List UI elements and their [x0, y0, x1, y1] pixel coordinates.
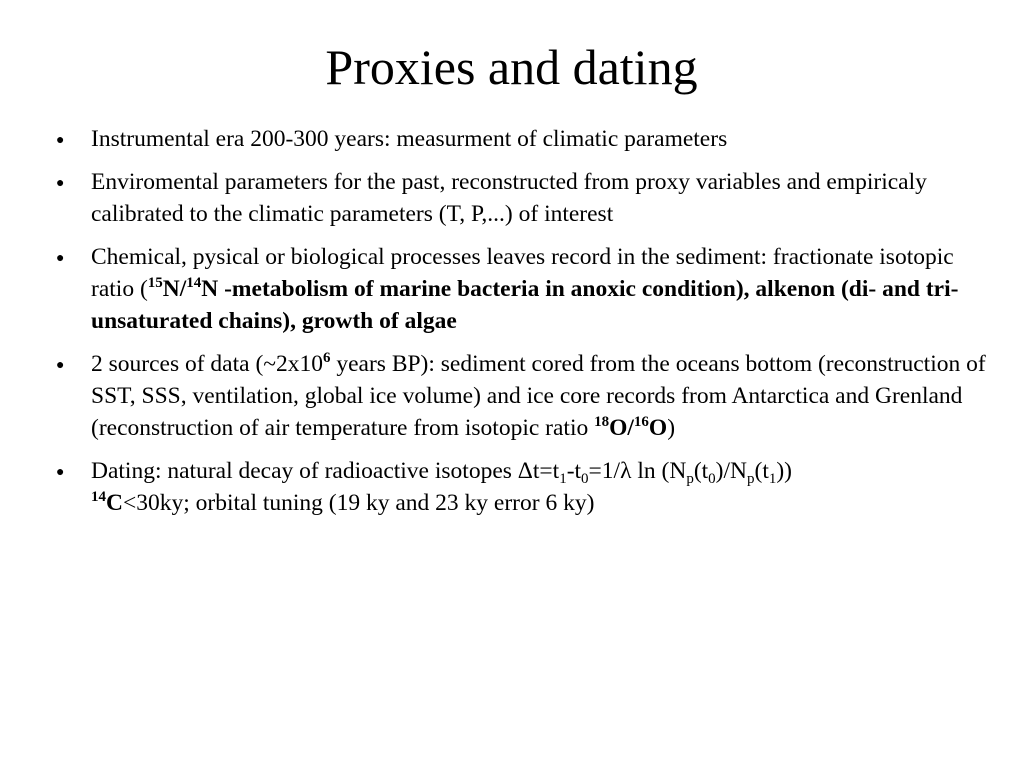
isotope-superscript: 14	[91, 489, 106, 505]
bullet-item	[56, 348, 986, 444]
bullet-text: <30ky; orbital tuning (19 ky and 23 ky error 6 ky)	[122, 490, 595, 516]
bullet-list	[56, 123, 986, 519]
exponent-superscript: 6	[322, 350, 331, 366]
bullet-dot-icon: ●	[56, 465, 65, 480]
slide-title: Proxies and dating	[325, 39, 698, 95]
subscript: p	[686, 471, 694, 487]
bullet-text: 2 sources of data (~2x10	[91, 351, 323, 377]
bullet-dot-icon: ●	[56, 133, 65, 148]
subscript: 1	[768, 471, 777, 487]
subscript: 1	[559, 471, 567, 487]
bullet-text: (t	[754, 458, 769, 484]
bullet-text: Enviromental parameters for the past, reconstructed from proxy variables and empiricaly calibrated to the climatic parameters (T, P,...) of interest	[91, 169, 927, 227]
bullet-text: -t	[566, 458, 582, 484]
subscript: 0	[708, 471, 716, 487]
bullet-text: )/N	[715, 458, 747, 484]
bullet-dot-icon: ●	[56, 358, 65, 373]
bullet-text: Instrumental era 200-300 years: measurment of climatic parameters	[91, 126, 728, 152]
isotope-superscript: 15	[147, 275, 163, 291]
bullet-dot-icon: ●	[56, 251, 65, 266]
bullet-text: ))	[776, 458, 793, 484]
subscript: 0	[581, 471, 589, 487]
subscript: p	[747, 471, 755, 487]
isotope-symbol: O	[648, 415, 668, 441]
isotope-symbol: O/	[609, 415, 634, 441]
isotope-symbol: C	[106, 490, 123, 516]
bullet-item	[56, 123, 986, 155]
bullet-text: years BP): sediment cored from the oceans bottom (reconstruction of SST, SSS, ventilation, global ice volume) and ice core records from Antarctica and Grenland (reconstruction of air temperature from isotopic ratio	[91, 351, 986, 441]
isotope-superscript: 14	[186, 275, 202, 291]
bullet-item	[56, 241, 986, 337]
bullet-text: =1/λ ln (N	[588, 458, 687, 484]
bullet-text: Chemical, pysical or biological processes leaves record in the sediment: fractionate isotopic ratio (	[91, 244, 954, 302]
bullet-text: (t	[693, 458, 709, 484]
bullet-bold-text: N -metabolism of marine bacteria in anoxic condition), alkenon (di- and tri- unsaturated chains), growth of algae	[91, 276, 959, 334]
bullet-item	[56, 166, 986, 230]
bullet-text: )	[667, 415, 676, 441]
bullet-item	[56, 455, 986, 519]
isotope-superscript: 18	[594, 414, 610, 430]
bullet-dot-icon: ●	[56, 176, 65, 191]
isotope-superscript: 16	[633, 414, 649, 430]
isotope-symbol: N/	[162, 276, 187, 302]
bullet-text: Dating: natural decay of radioactive isotopes Δt=t	[91, 458, 560, 484]
